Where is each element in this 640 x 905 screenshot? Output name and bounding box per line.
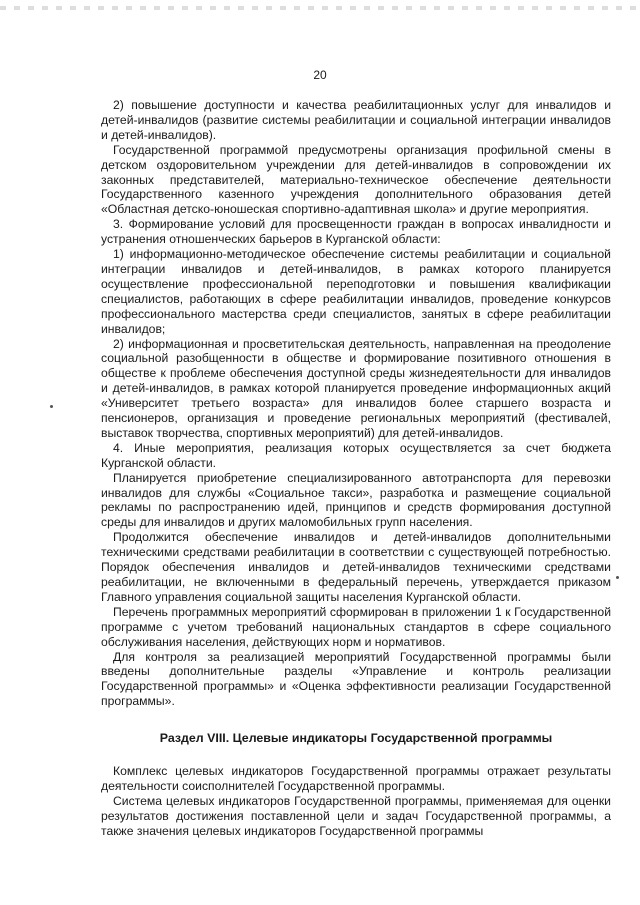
document-body bbox=[101, 98, 611, 839]
scan-speck bbox=[50, 405, 53, 408]
paragraph: 2) повышение доступности и качества реабилитационных услуг для инвалидов и детей-инвалидов (развитие системы реабилитации и социальной интеграции инвалидов и детей-инвалидов). bbox=[101, 98, 611, 142]
paragraph: Комплекс целевых индикаторов Государственной программы отражает результаты деятельности соисполнителей Государственной программы. bbox=[101, 764, 611, 794]
paragraph: Система целевых индикаторов Государственной программы, применяемая для оценки результатов достижения поставленной цели и задач Государственной программы, а также значения целевых индикаторов Государственной программы bbox=[101, 793, 611, 838]
scan-artifact-top bbox=[0, 6, 640, 10]
paragraph: 1) информационно-методическое обеспечение системы реабилитации и социальной интеграции инвалидов и детей-инвалидов, в рамках которого планируется осуществление профессиональной переподготовки и повышения квалификации специалистов, работающих в сфере реабилитации инвалидов, проведение конкурсов профессионального мастерства среди специалистов, занятых в сфере реабилитации инвалидов; bbox=[101, 247, 611, 336]
scan-speck bbox=[616, 576, 619, 579]
paragraph: 3. Формирование условий для просвещенности граждан в вопросах инвалидности и устранения отношенческих барьеров в Курганской области: bbox=[101, 217, 611, 247]
paragraph: Государственной программой предусмотрены организация профильной смены в детском оздоровительном учреждении для детей-инвалидов в сопровождении их законных представителей, материально-техническое обеспечение деятельности Государственного казенного учреждения дополнительного образования детей «Областная детско-юношеская спортивно-адаптивная школа» и другие мероприятия. bbox=[101, 142, 611, 217]
paragraph: 4. Иные мероприятия, реализация которых осуществляется за счет бюджета Курганской области. bbox=[101, 440, 611, 470]
page-number: 20 bbox=[313, 68, 327, 82]
paragraph: Планируется приобретение специализированного автотранспорта для перевозки инвалидов для службы «Социальное такси», разработка и размещение социальной рекламы по распространению идей, принципов и средств формирования доступной среды для инвалидов и других маломобильных групп населения. bbox=[101, 470, 611, 530]
paragraph: Продолжится обеспечение инвалидов и детей-инвалидов дополнительными техническими средствами реабилитации в соответствии с существующей потребностью. Порядок обеспечения инвалидов и детей-инвалидов техническими средствами реабилитации, не включенными в федеральный перечень, утверждается приказом Главного управления социальной защиты населения Курганской области. bbox=[101, 530, 611, 604]
paragraph: 2) информационная и просветительская деятельность, направленная на преодоление социальной разобщенности в обществе и формирование позитивного отношения в обществе к проблеме обеспечения доступной среды жизнедеятельности для инвалидов и детей-инвалидов, в рамках которой планируется проведение информационных акций «Университет третьего возраста» для инвалидов более старшего возраста и пенсионеров, организация и проведение региональных мероприятий (фестивалей, выставок творчества, спортивных мероприятий) для детей-инвалидов. bbox=[101, 336, 611, 440]
section-heading: Раздел VIII. Целевые индикаторы Государственной программы bbox=[159, 731, 553, 746]
paragraph: Перечень программных мероприятий сформирован в приложении 1 к Государственной программе с учетом требований национальных стандартов в сфере социального обслуживания населения, действующих норм и нормативов. bbox=[101, 604, 611, 649]
paragraph: Для контроля за реализацией мероприятий Государственной программы были введены дополнительные разделы «Управление и контроль реализации Государственной программы» и «Оценка эффективности реализации Государственной программы». bbox=[101, 649, 611, 709]
